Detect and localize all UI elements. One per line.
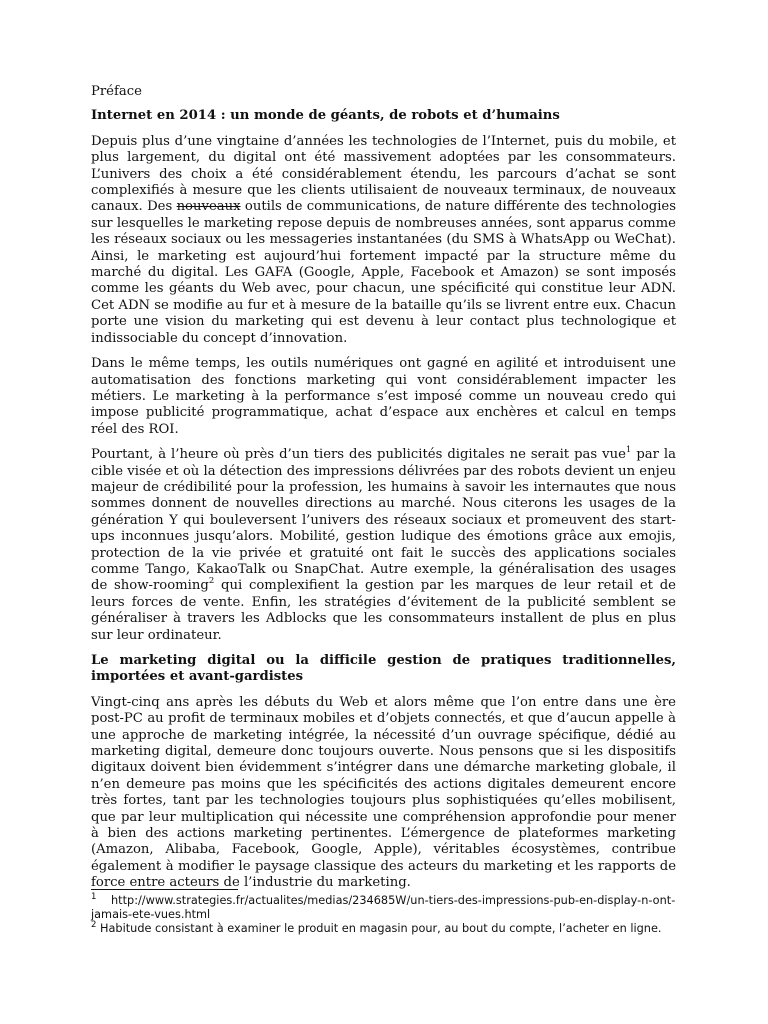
paragraph-ad-visibility-part-a: Pourtant, à l’heure où près d’un tiers des publicités digitales ne serait pas vue <box>91 447 626 463</box>
footnote-2 <box>91 922 676 936</box>
preface-label: Préface <box>91 84 142 99</box>
footnote-2-text: Habitude consistant à examiner le produit en magasin pour, au bout du compte, l’acheter en ligne. <box>96 922 662 935</box>
document-page <box>91 84 676 901</box>
paragraph-intro-part-a: Depuis plus d’une vingtaine d’années les technologies de l’Internet, puis du mobile, et plus largement, du digital ont été massivement adoptées par les consommateurs. L’univers des choix a été considérablement étendu, les parcours d’achat se sont complexifiés à mesure que les clients utilisaient de nouveaux terminaux, de nouveaux canaux. Des <box>91 133 676 215</box>
paragraph-automation: Dans le même temps, les outils numériques ont gagné en agilité et introduisent une automatisation des fonctions marketing qui vont considérablement impacter les métiers. Le marketing à la performance s’est imposé comme un nouveau credo qui impose publicité programmatique, achat d’espace aux enchères et calcul en temps réel des ROI. <box>91 356 676 437</box>
paragraph-ad-visibility <box>91 444 676 644</box>
struck-word: nouveaux <box>176 199 241 215</box>
footnote-1: 1 http://www.strategies.fr/actualites/medias/234685W/un-tiers-des-impressions-pub-en-display-n-ont-jamais-ete-vues.html <box>91 892 676 921</box>
section-heading-marketing-digital: Le marketing digital ou la difficile gestion de pratiques traditionnelles, importées et avant-gardistes <box>91 653 676 685</box>
footnote-divider <box>91 889 238 890</box>
paragraph-ad-visibility-part-b: par la cible visée et où la détection des impressions délivrées par des robots devient un enjeu majeur de crédibilité pour la profession, les humains à savoir les internautes que nous sommes donnent de nouvelles directions au marché. Nous citerons les usages de la génération Y qui bouleversent l’univers des réseaux sociaux et promeuvent des start-ups inconnues jusqu’alors. Mobilité, gestion ludique des émotions grâce aux emojis, protection de la vie privée et gratuité ont fait le succès des applications sociales comme Tango, KakaoTalk ou SnapChat. Autre exemple, la généralisation des usages de show-rooming <box>91 447 676 594</box>
paragraph-ad-visibility-part-c: qui complexifient la gestion par les marques de leur retail et de leurs forces de vente. Enfin, les stratégies d’évitement de la publicité semblent se généraliser à travers les Adblocks que les consommateurs installent de plus en plus sur leur ordinateur. <box>91 578 676 643</box>
section-heading-internet-2014: Internet en 2014 : un monde de géants, de robots et d’humains <box>91 108 560 124</box>
paragraph-intro-part-b: outils de communications, de nature différente des technologies sur lesquelles le marketing repose depuis de nombreuses années, sont apparus comme les réseaux sociaux ou les messageries instantanées (du SMS à WhatsApp ou WeChat). Ainsi, le marketing est aujourd’hui fortement impacté par la structure même du marché du digital. Les GAFA (Google, Apple, Facebook et Amazon) se sont imposés comme les géants du Web avec, pour chacun, une spécificité qui constitue leur ADN. Cet ADN se modifie au fur et à mesure de la bataille qu’ils se livrent entre eux. Chacun porte une vision du marketing qui est devenu à leur contact plus technologique et indissociable du concept d’innovation. <box>91 199 676 346</box>
paragraph-intro <box>91 134 676 347</box>
footnote-ref-2[interactable]: 2 <box>208 575 215 586</box>
footnote-ref-1[interactable]: 1 <box>625 444 632 455</box>
footnote-1-link[interactable]: http://www.strategies.fr/actualites/medias/234685W/un-tiers-des-impressions-pub-en-display-n-ont-jamais-ete-vues.html <box>91 894 676 921</box>
footnote-2-number: 2 <box>91 920 97 931</box>
paragraph-marketing-digital: Vingt-cinq ans après les débuts du Web et alors même que l’on entre dans une ère post-PC au profit de terminaux mobiles et d’objets connectés, et que d’aucun appelle à une approche de marketing intégrée, la nécessité d’un ouvrage spécifique, dédié au marketing digital, demeure donc toujours ouverte. Nous pensons que si les dispositifs digitaux doivent bien évidemment s’intégrer dans une démarche marketing globale, il n’en demeure pas moins que les spécificités des actions digitales demeurent encore très fortes, tant par les technologies toujours plus sophistiquées qu’elles mobilisent, que par leur multiplication qui nécessite une compréhension approfondie pour mener à bien des actions marketing pertinentes. L’émergence de plateformes marketing (Amazon, Alibaba, Facebook, Google, Apple), véritables écosystèmes, contribue également à modifier le paysage classique des acteurs du marketing et les rapports de force entre acteurs de l’industrie du marketing. <box>91 694 676 891</box>
footnotes <box>91 889 676 936</box>
